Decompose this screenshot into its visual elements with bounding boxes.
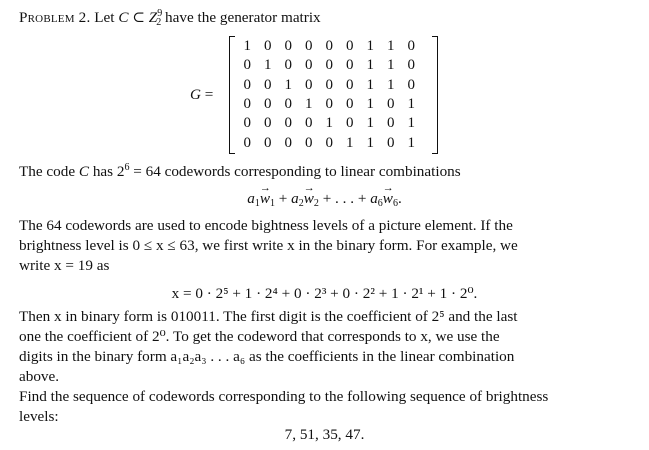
subset-symbol: ⊂ — [132, 9, 145, 26]
matrix-cell: 0 — [407, 57, 415, 74]
matrix-left-bracket — [229, 36, 235, 154]
matrix-cell: 1 — [407, 134, 415, 151]
problem-intro-tail: have the generator matrix — [165, 9, 321, 26]
matrix-cell: 0 — [243, 96, 251, 113]
matrix-cell: 1 — [305, 96, 313, 113]
code-sentence-symbol: C — [78, 163, 90, 180]
matrix-right-bracket — [432, 36, 438, 154]
matrix-cell: 0 — [346, 38, 354, 55]
matrix-cell: 1 — [407, 115, 415, 132]
field-symbol: Z — [148, 9, 158, 26]
matrix-cell: 0 — [305, 57, 313, 74]
matrix-cell: 1 — [264, 57, 272, 74]
combination-end: . — [397, 190, 402, 207]
para1-line1: The 64 codewords are used to encode bightness levels of a picture element. If the — [19, 217, 513, 234]
problem-label: Problem 2. — [19, 9, 91, 26]
problem-intro: Let — [94, 9, 115, 26]
matrix-cell: 0 — [346, 96, 354, 113]
find-line2: levels: — [19, 408, 59, 425]
matrix-cell: 0 — [325, 76, 333, 93]
matrix-cell: 1 — [366, 134, 374, 151]
matrix-cell: 1 — [387, 38, 395, 55]
matrix-cell: 0 — [243, 76, 251, 93]
matrix-cell: 0 — [387, 96, 395, 113]
matrix-cell: 0 — [346, 115, 354, 132]
para2-line3: digits in the binary form a₁a₂a₃ . . . a₆ as the coefficients in the linear combination — [19, 348, 515, 365]
matrix-cell: 0 — [264, 76, 272, 93]
matrix-table — [237, 37, 422, 153]
matrix-cell: 0 — [284, 96, 292, 113]
matrix-cell: 0 — [387, 134, 395, 151]
matrix-cell: 0 — [346, 76, 354, 93]
field-exponent: 9 — [157, 8, 163, 19]
para1-line2: brightness level is 0 ≤ x ≤ 63, we first write x in the binary form. For example, we — [19, 237, 518, 254]
matrix-cell: 0 — [284, 115, 292, 132]
matrix-cell: 1 — [346, 134, 354, 151]
para2-line4: above. — [19, 368, 60, 385]
matrix-cell: 0 — [325, 96, 333, 113]
matrix-cell: 0 — [284, 134, 292, 151]
matrix-cell: 0 — [284, 38, 292, 55]
linear-combination: $a_1\to w_1 + a_2\to w_2$ + . . . + $a_6\to w_6$. — [0, 189, 649, 209]
matrix-cell: 1 — [366, 38, 374, 55]
matrix-cell: 0 — [284, 57, 292, 74]
para2-line1: Then x in binary form is 010011. The first digit is the coefficient of 2⁵ and the last — [19, 308, 518, 325]
matrix-cell: 0 — [325, 38, 333, 55]
matrix-cell: 1 — [366, 96, 374, 113]
code-sentence-part-c: = 64 codewords corresponding to linear combinations — [133, 163, 461, 180]
matrix-cell: 0 — [305, 76, 313, 93]
matrix-row — [237, 37, 422, 56]
matrix-row — [237, 76, 422, 95]
para1-line3: write x = 19 as — [19, 257, 110, 274]
code-sentence — [19, 162, 461, 182]
combination-ellipsis: + . . . + — [322, 190, 367, 207]
matrix-cell: 0 — [264, 96, 272, 113]
problem-statement — [19, 8, 321, 28]
matrix-label: G = — [190, 86, 214, 103]
matrix-cell: 1 — [284, 76, 292, 93]
matrix-row — [237, 56, 422, 75]
matrix-cell: 1 — [325, 115, 333, 132]
generator-matrix — [229, 36, 438, 154]
matrix-cell: 1 — [366, 57, 374, 74]
matrix-cell: 0 — [243, 57, 251, 74]
matrix-cell: 0 — [243, 115, 251, 132]
para2-line2: one the coefficient of 2⁰. To get the codeword that corresponds to x, we use the — [19, 328, 500, 345]
matrix-row — [237, 95, 422, 114]
matrix-cell: 1 — [387, 76, 395, 93]
binary-expansion: x = 0 · 2⁵ + 1 · 2⁴ + 0 · 2³ + 0 · 2² + 1 · 2¹ + 1 · 2⁰. — [171, 285, 478, 302]
code-sentence-part-a: The code — [19, 163, 76, 180]
matrix-cell: 0 — [387, 115, 395, 132]
code-sentence-part-b: has 2 — [92, 163, 125, 180]
matrix-cell: 0 — [243, 134, 251, 151]
brightness-sequence: 7, 51, 35, 47. — [284, 426, 365, 443]
field-subscript: 2 — [156, 17, 162, 28]
matrix-cell: 1 — [243, 38, 251, 55]
matrix-cell: 0 — [305, 134, 313, 151]
matrix-cell: 0 — [325, 134, 333, 151]
matrix-cell: 1 — [407, 96, 415, 113]
matrix-cell: 0 — [305, 115, 313, 132]
matrix-cell: 0 — [264, 38, 272, 55]
matrix-row — [237, 114, 422, 133]
matrix-cell: 0 — [325, 57, 333, 74]
matrix-cell: 0 — [264, 134, 272, 151]
matrix-cell: 1 — [366, 115, 374, 132]
matrix-cell: 1 — [366, 76, 374, 93]
code-sentence-exponent: 6 — [124, 162, 130, 173]
matrix-cell: 0 — [407, 38, 415, 55]
code-symbol: C — [118, 9, 129, 26]
matrix-cell: 0 — [305, 38, 313, 55]
matrix-cell: 0 — [407, 76, 415, 93]
matrix-cell: 1 — [387, 57, 395, 74]
matrix-cell: 0 — [346, 57, 354, 74]
matrix-row — [237, 133, 422, 152]
matrix-cell: 0 — [264, 115, 272, 132]
find-line1: Find the sequence of codewords corresponding to the following sequence of brightness — [19, 388, 549, 405]
